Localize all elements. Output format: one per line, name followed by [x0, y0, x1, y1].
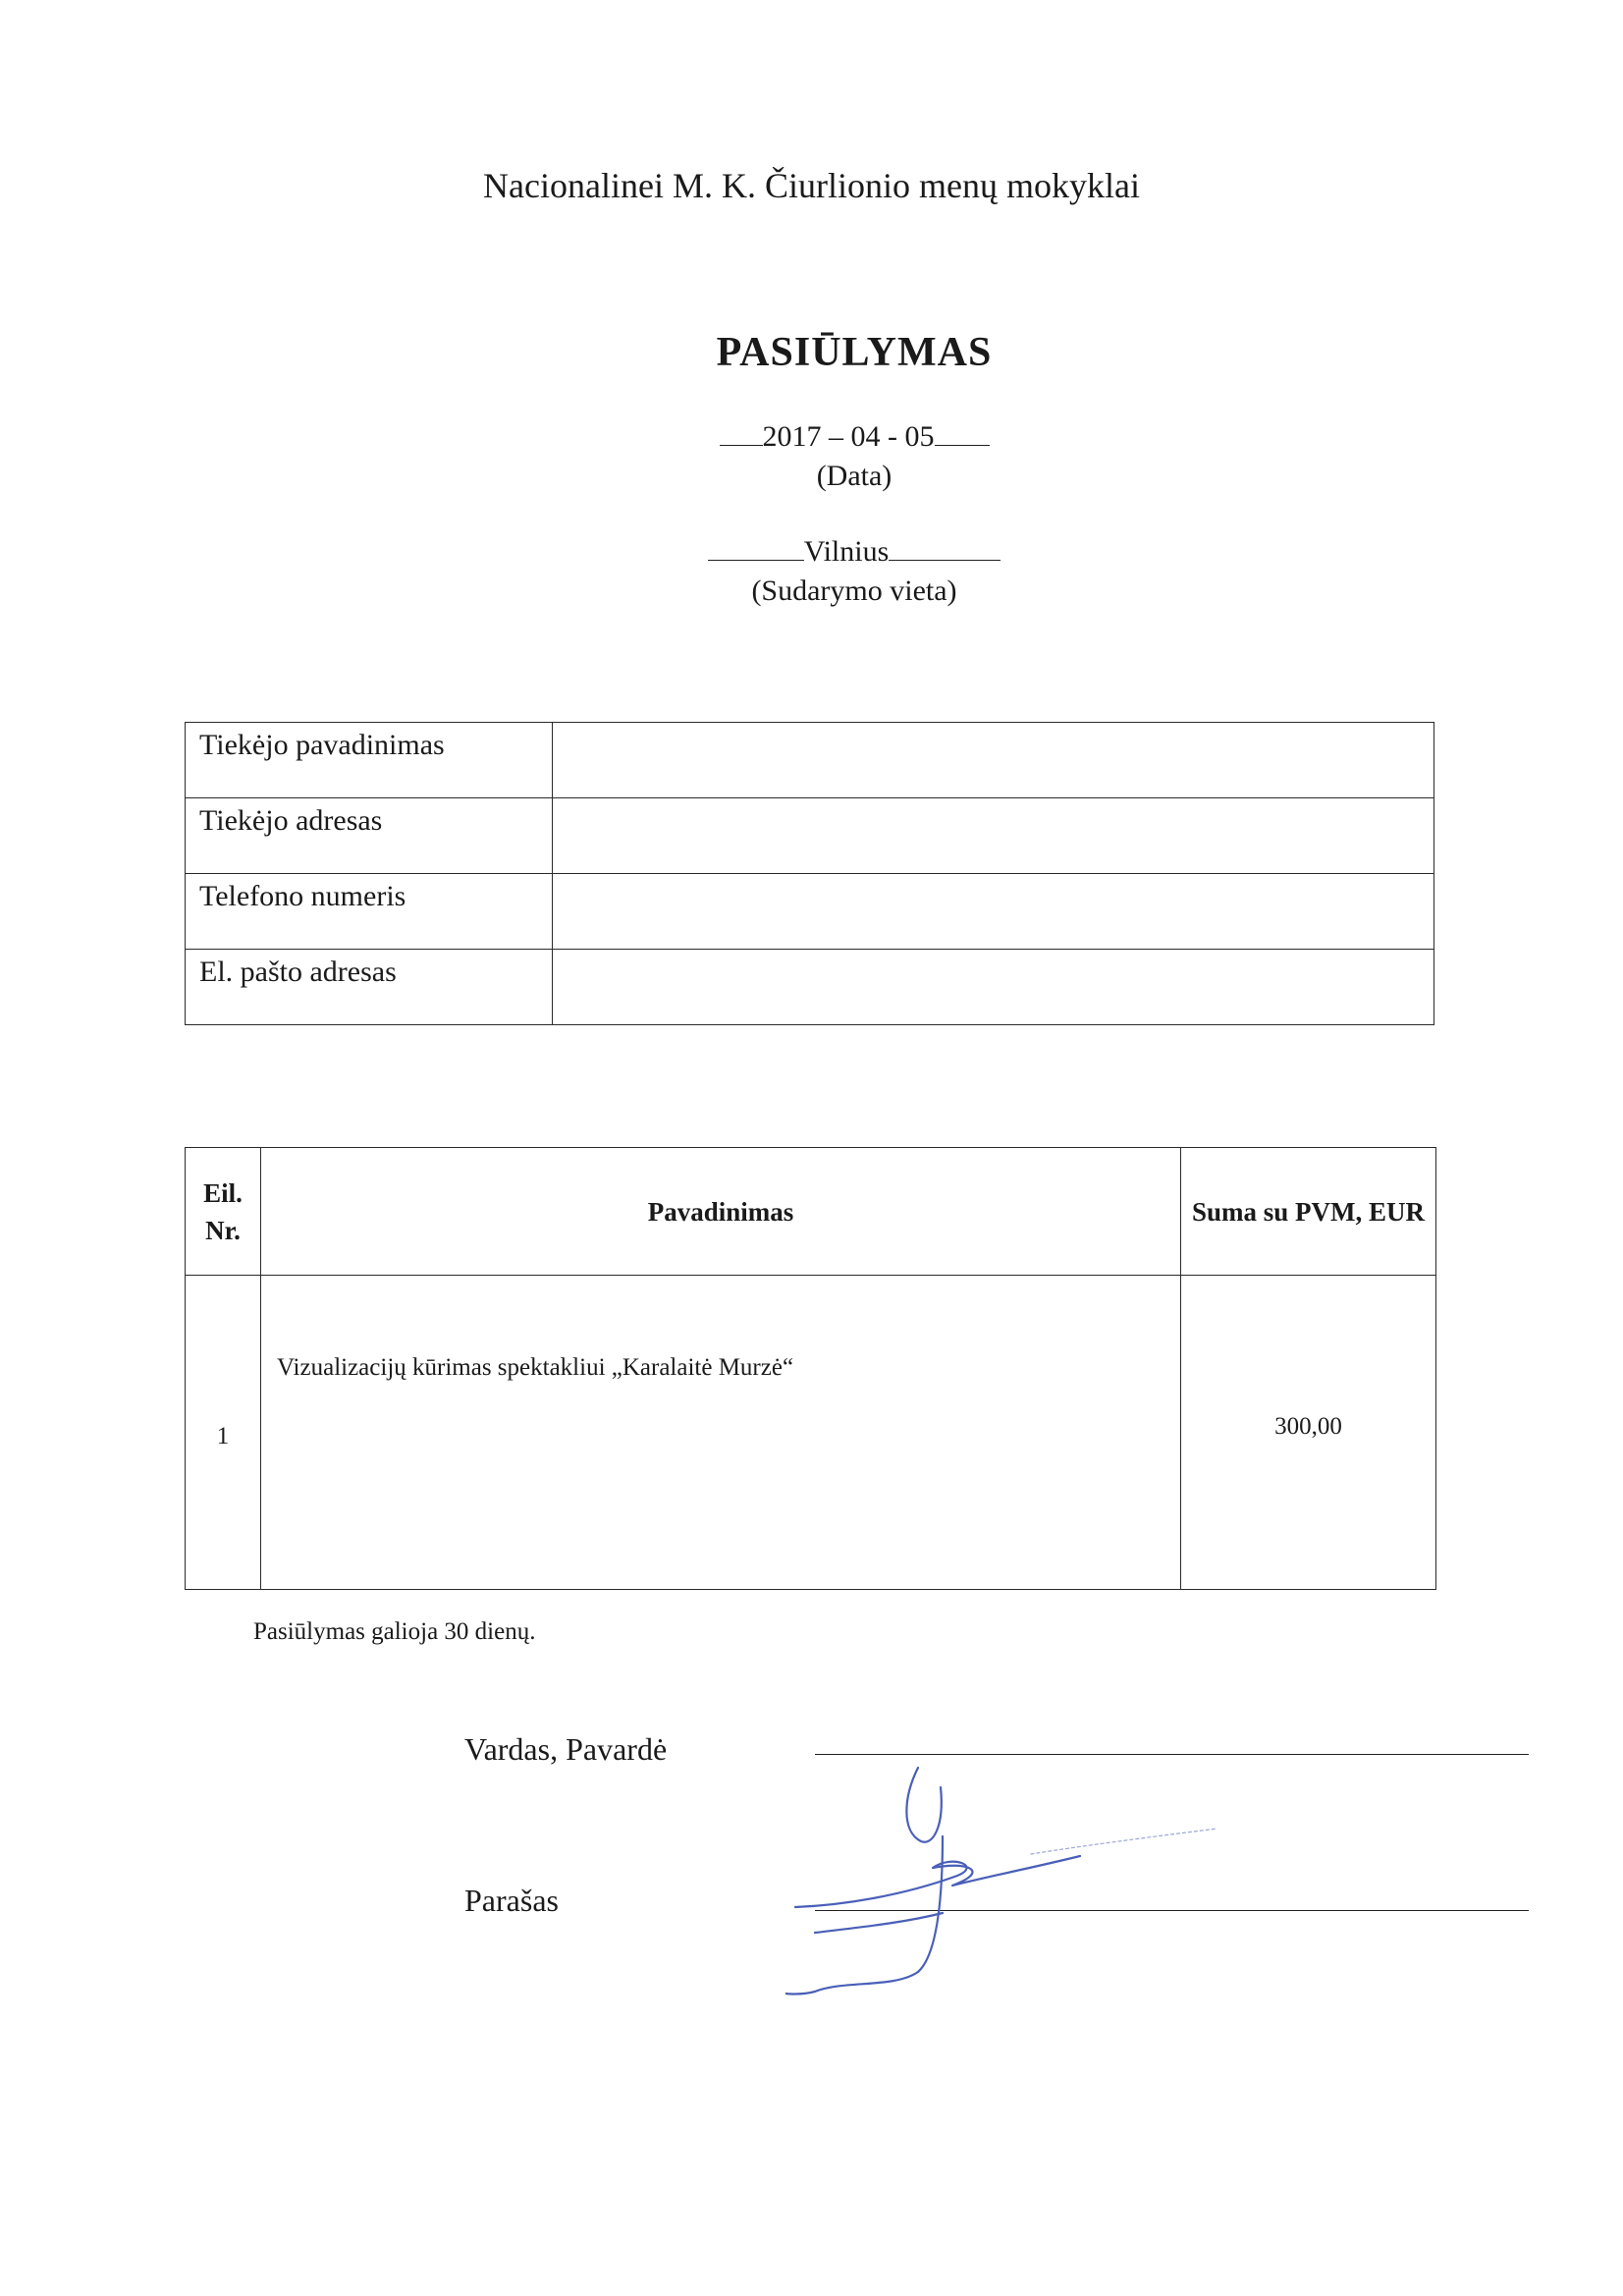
name-label: Vardas, Pavardė [464, 1731, 668, 1767]
items-table [185, 1147, 1436, 1590]
date-value: 2017 – 04 - 05 [762, 420, 935, 453]
place-value: Vilnius [803, 535, 890, 568]
items-header-row [186, 1148, 1436, 1276]
item-name: Vizualizacijų kūrimas spektakliui „Karalaitė Murzė“ [261, 1276, 1181, 1590]
place-line [0, 535, 1623, 569]
supplier-email-label: El. pašto adresas [186, 950, 553, 1025]
item-sum: 300,00 [1181, 1276, 1436, 1590]
supplier-table [185, 722, 1434, 1025]
supplier-email-value [553, 950, 1434, 1025]
table-row [186, 1276, 1436, 1590]
recipient: Nacionalinei M. K. Čiurlionio menų mokyklai [483, 166, 1140, 205]
supplier-name-value [553, 723, 1434, 798]
header-no: Eil. Nr. [186, 1148, 261, 1276]
supplier-row-email [186, 950, 1434, 1025]
supplier-row-phone [186, 874, 1434, 950]
supplier-name-label: Tiekėjo pavadinimas [186, 723, 553, 798]
date-line [0, 420, 1623, 454]
supplier-address-value [553, 798, 1434, 874]
date-caption: (Data) [816, 460, 893, 492]
supplier-phone-value [553, 874, 1434, 950]
place-caption: (Sudarymo vieta) [751, 574, 957, 607]
supplier-address-label: Tiekėjo adresas [186, 798, 553, 874]
signature-label: Parašas [464, 1883, 559, 1918]
header-name: Pavadinimas [261, 1148, 1181, 1276]
handwritten-signature [785, 1748, 1257, 2003]
header-sum: Suma su PVM, EUR [1181, 1148, 1436, 1276]
supplier-row-name [186, 723, 1434, 798]
document-title: PASIŪLYMAS [716, 330, 993, 375]
supplier-phone-label: Telefono numeris [186, 874, 553, 950]
item-no: 1 [186, 1276, 261, 1590]
validity-note: Pasiūlymas galioja 30 dienų. [253, 1618, 536, 1645]
supplier-row-address [186, 798, 1434, 874]
